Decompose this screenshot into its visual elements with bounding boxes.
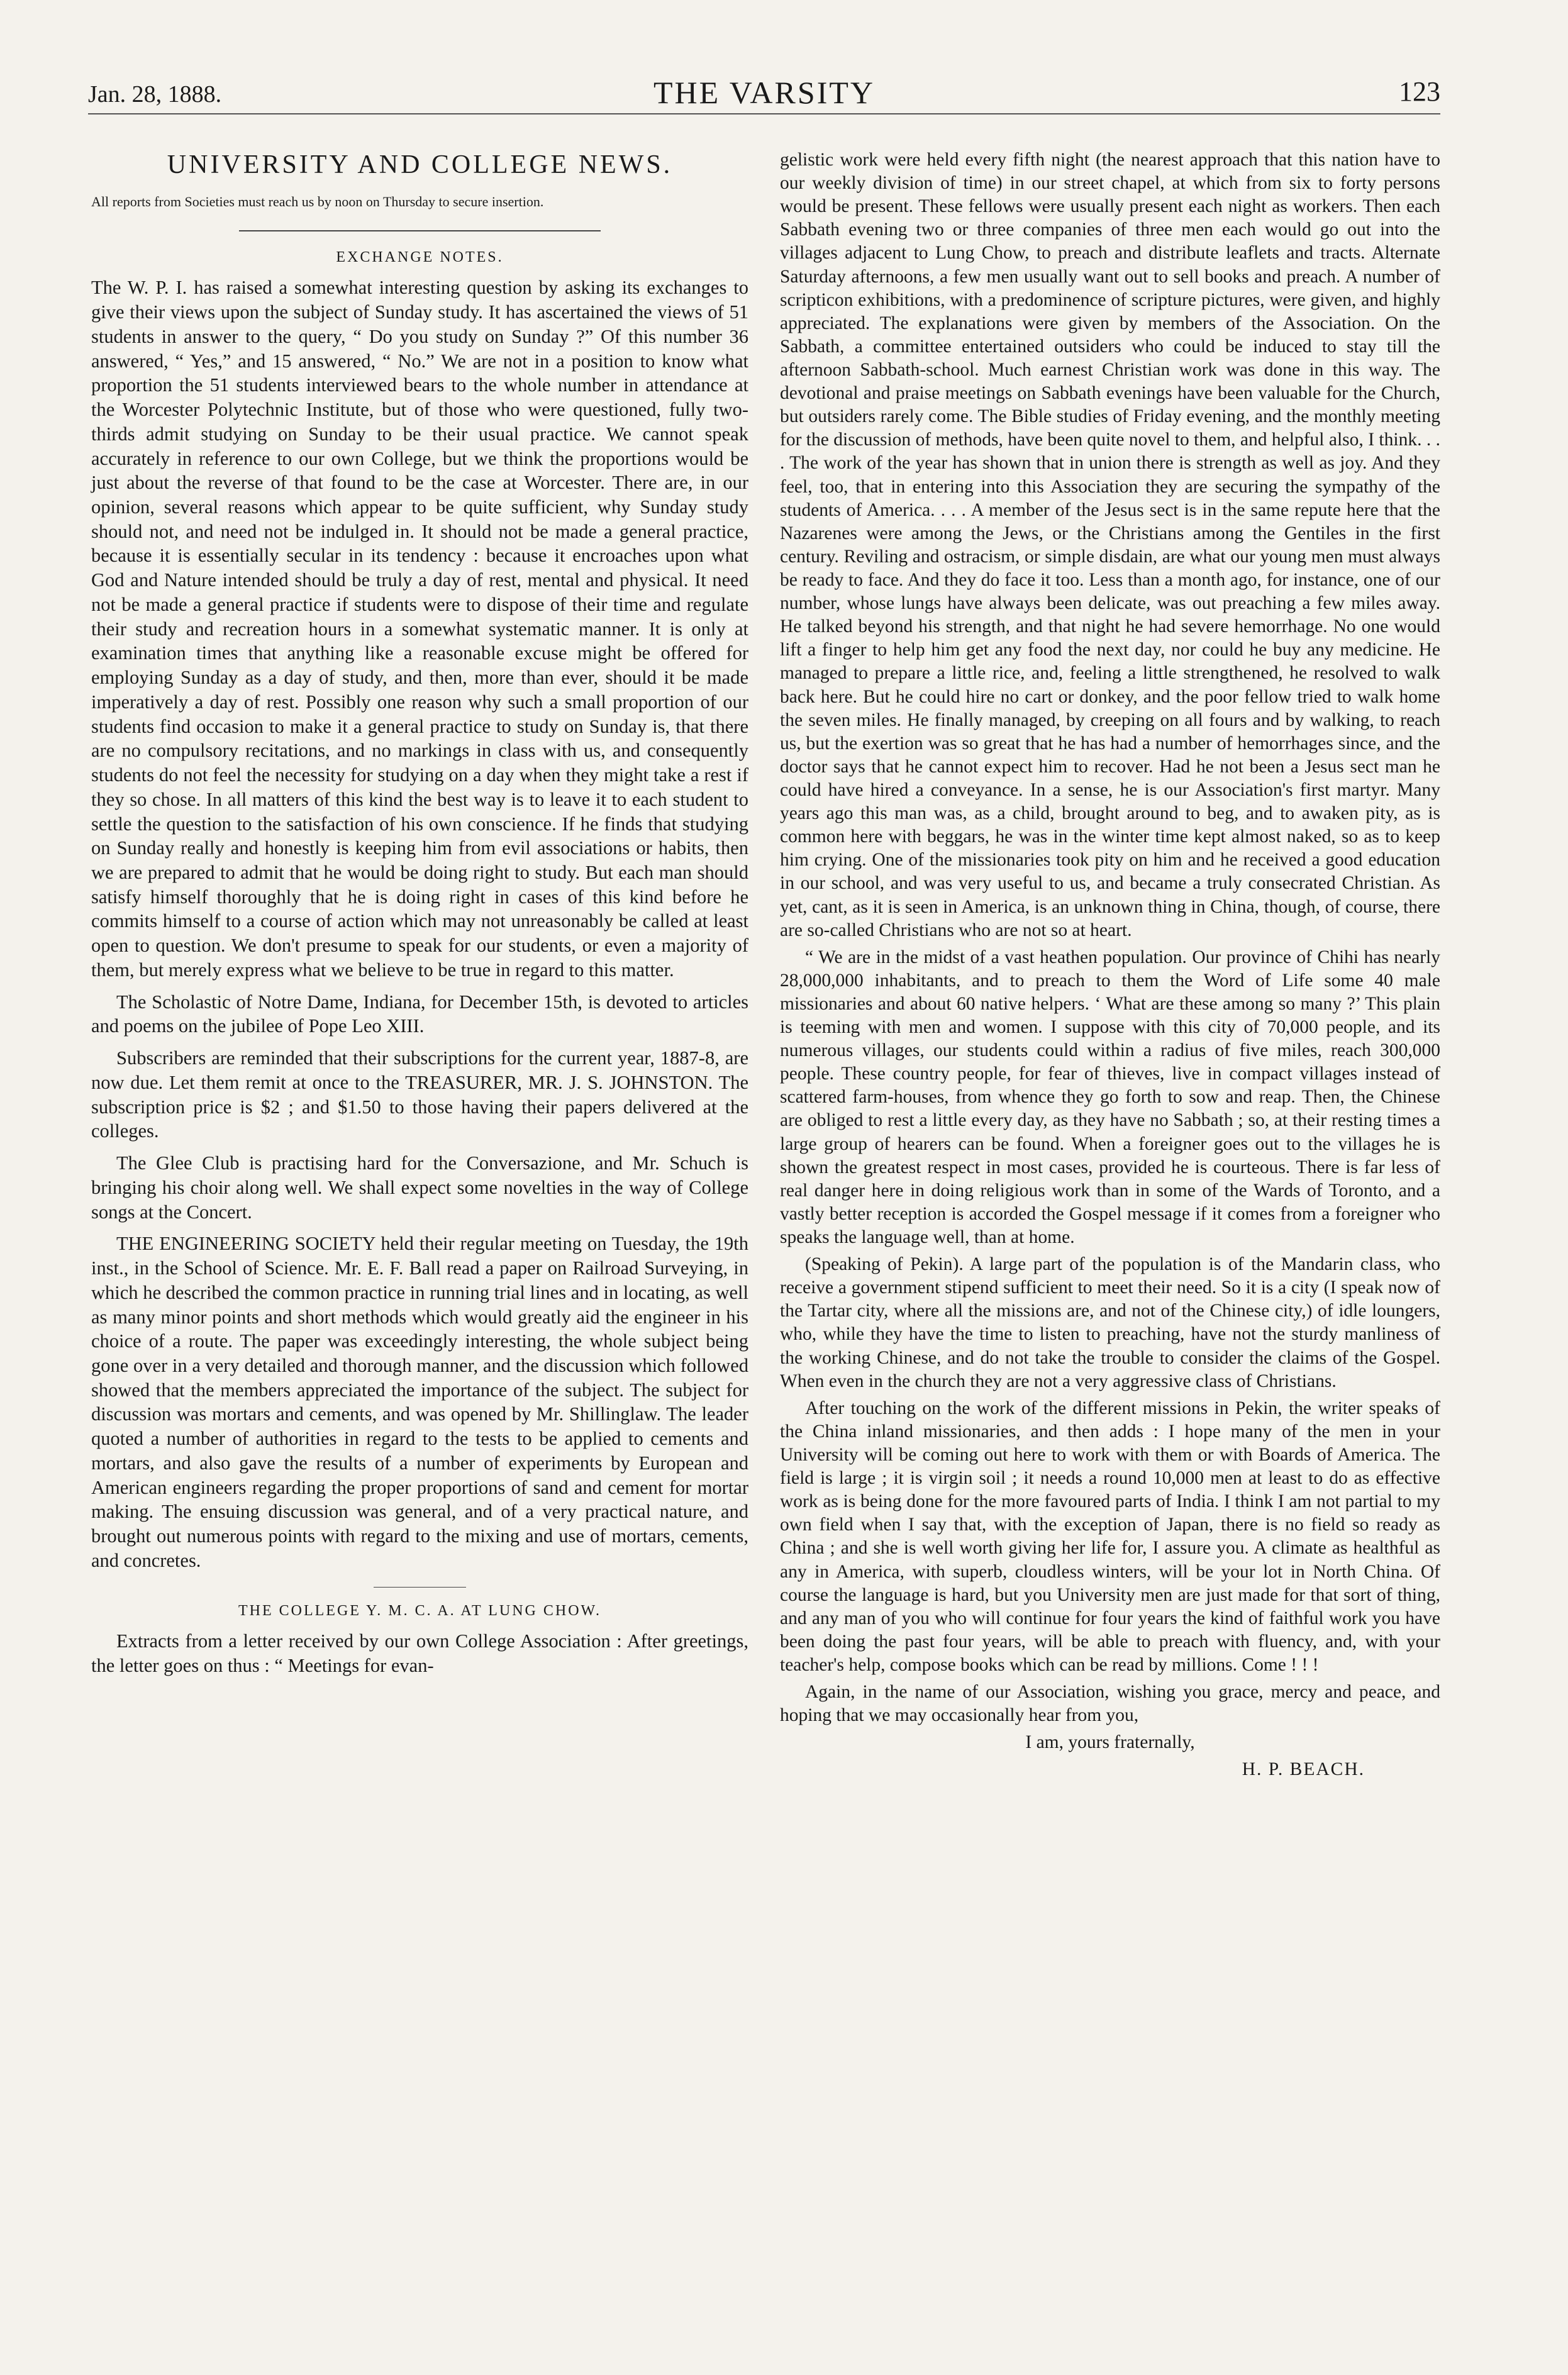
ymca-intro: Extracts from a letter received by our own College Association : After greetings, the letter goes on thus : “ Meetings for evan- [91, 1630, 748, 1676]
letter-paragraph: “ We are in the midst of a vast heathen population. Our province of Chihi has nearly 28,000,000 inhabitants, and to preach to them the Word of Life some 40 male missionaries and about 60 native helpers. ‘ What are these among so many ?’ This plain is teeming with men and women. I suppose with this city of 70,000 people, and its numerous villages, our students could within a radius of five miles, reach 300,000 people. These country people, for fear of thieves, live in compact villages instead of scattered farm-houses, from whence they go forth to sow and reap. Then, the Chinese are obliged to rest a little every day, as they have no Sabbath ; so, at their resting times a large group of hearers can be found. When a foreigner goes out to the villages he is shown the greatest respect in most cases, provided he is courteous. There is far less of real danger here in doing religious work than in some of the Wards of Toronto, and a vastly better reception is accorded the Gospel message if it comes from a foreigner who speaks the language well, than at home. [780, 947, 1440, 1248]
submission-notice: All reports from Societies must reach us by noon on Thursday to secure insertion. [91, 194, 544, 210]
letter-paragraph: gelistic work were held every fifth night (the nearest approach that this nation have to our weekly division of time) in our street chapel, at which from six to forty persons would be present. These fellows were usually present each night as workers. Then each Sabbath evening two or three companies of three men each would go out into the villages adjacent to Lung Chow, to preach and distribute leaflets and tracts. Alternate Saturday afternoons, a few men usually want out to sell books and preach. A number of scripticon exhibitions, with a predominence of scripture pictures, were given, and highly appreciated. The explanations were given by members of the Association. On the Sabbath, a committee entertained outsiders who could be induced to stay till the afternoon Sabbath-school. Much earnest Christian work was done in this way. The devotional and praise meetings on Sabbath evenings have been valuable for the Church, but outsiders rarely come. The Bible studies of Friday evening, and the monthly meeting for the discussion of methods, have been quite novel to them, and helpful also, I think. . . . The work of the year has shown that in union there is strength as well as joy. And they feel, too, that in entering into this Association they are securing the sympathy of the students of America. . . . A member of the Jesus sect is in the same repute here that the Nazarenes were among the Jews, or the Christians among the Gentiles in the first century. Reviling and ostracism, or simple disdain, are what our young men must always be ready to face. And they do face it too. Less than a month ago, for instance, one of our number, whose lungs have always been delicate, was out preaching a few miles away. He talked beyond his strength, and that night he had severe hemorrhage. No one would lift a finger to help him get any food the next day, nor could he buy any medicine. He managed to prepare a little rice, and, feeling a little strengthened, he resolved to walk back here. But he could hire no cart or donkey, and the poor fellow tried to walk home the seven miles. He finally managed, by creeping on all fours and by walking, to reach us, but the exertion was so great that he has had a number of hemorrhages since, and the doctor says that he cannot expect him to recover. Had he not been a Jesus sect man he could have hired a conveyance. In a sense, he is our Association's first martyr. Many years ago this man was, as a child, brought around to beg, and to awaken pity, as is common here with beggars, he was in the winter time kept almost naked, so as to keep him crying. One of the missionaries took pity on him and he received a good education in our school, and was very useful to us, and became a truly consecrated Christian. As yet, cant, as it is seen in America, is an unknown thing in China, though, of course, there are so-called Christians who are not so at heart. [780, 150, 1440, 940]
right-column [780, 148, 1440, 1786]
exchange-paragraph: The W. P. I. has raised a somewhat interesting question by asking its exchanges to give their views upon the subject of Sunday study. It has ascertained the views of 51 students in answer to the query, “ Do you study on Sunday ?” Of this number 36 answered, “ Yes,” and 15 answered, “ No.” We are not in a position to know what proportion the 51 students interviewed bears to the whole number in attendance at the Worcester Polytechnic Institute, but of those who were questioned, fully two-thirds admit studying on Sunday to be their usual practice. We cannot speak accurately in reference to our own College, but we think the proportions would be just about the reverse of that found to be the case at Worcester. There are, in our opinion, several reasons which appear to be quite sufficient, why Sunday study should not, and need not be indulged in. It should not be made a general practice, because it is essentially secular in its tendency : because it encroaches upon what God and Nature intended should be truly a day of rest, mental and physical. It need not be made a general practice if students were to dispose of their time and regulate their study and recreation hours in a somewhat systematic manner. It is only at examination times that anything like a reasonable excuse might be offered for employing Sunday as a day of study, and then, more than ever, should it be made imperatively a day of rest. Possibly one reason why such a small proportion of our students find occasion to make it a general practice to study on Sunday is, that there are no compulsory recitations, and no markings in class with us, and consequently students do not feel the necessity for studying on a day when they might take a rest if they so chose. In all matters of this kind the best way is to leave it to each student to settle the question to the satisfaction of his own conscience. If he finds that studying on Sunday really and honestly is keeping him from evil associations or habits, then we are prepared to admit that he would be doing right to study. But each man should satisfy himself thoroughly that he is doing right in cases of this kind before he commits himself to a course of action which may not unreasonably be called at least open to question. We don't presume to speak for our students, or even a majority of them, but merely express what we believe to be true in regard to this matter. [91, 277, 748, 981]
header-rule [88, 113, 1440, 114]
subscribers-notice: Subscribers are reminded that their subscriptions for the current year, 1887-8, are now due. Let them remit at once to the TREASURER, MR. J. S. JOHNSTON. The subscription price is $2 ; and $1.50 to those having their papers delivered at the colleges. [91, 1047, 748, 1142]
engineering-society-paragraph: THE ENGINEERING SOCIETY held their regular meeting on Tuesday, the 19th inst., in the School of Science. Mr. E. F. Ball read a paper on Railroad Surveying, in which he described the common practice in running trial lines and in locating, as well as many minor points and short methods which would greatly aid the engineer in his choice of a route. The paper was exceedingly interesting, the whole subject being gone over in a very detailed and thorough manner, and the discussion which followed showed that the members appreciated the importance of the subject. The subject for discussion was mortars and cements, and was opened by Mr. Shillinglaw. The leader quoted a number of authorities in regard to the tests to be applied to cements and mortars, and also gave the results of a number of experiments by European and American engineers regarding the proper proportions of sand and cement for mortar making. The ensuing discussion was general, and of a very practical nature, and brought out numerous points with regard to the mixing and use of mortars, cements, and concretes. [91, 1233, 748, 1571]
scholastic-paragraph: The Scholastic of Notre Dame, Indiana, for December 15th, is devoted to articles and poems on the jubilee of Pope Leo XIII. [91, 991, 748, 1037]
page-number: 123 [1399, 76, 1440, 107]
letter-paragraph: (Speaking of Pekin). A large part of the population is of the Mandarin class, who receive a government stipend sufficient to meet their need. So it is a city (I speak now of the Tartar city, where all the missions are, and not of the Chinese city,) of idle loungers, who, while they have the time to listen to preaching, have not the sturdy manliness of the working Chinese, and do not take the trouble to consider the claims of the Gospel. When even in the church they are not a very aggressive class of Christians. [780, 1254, 1440, 1391]
left-column [91, 132, 748, 1686]
glee-club-paragraph: The Glee Club is practising hard for the Conversazione, and Mr. Schuch is bringing his choir along well. We shall expect some novelties in the way of College songs at the Concert. [91, 1152, 748, 1223]
letter-paragraph: Again, in the name of our Association, wishing you grace, mercy and peace, and hoping that we may occasionally hear from you, [780, 1682, 1440, 1726]
letter-paragraph: After touching on the work of the different missions in Pekin, the writer speaks of the China inland missionaries, and then adds : I hope many of the men in your University will be coming out here to work with them or with Boards of America. The field is large ; it is virgin soil ; it needs a round 10,000 men at least to do as effective work as is being done for the more favoured parts of India. I think I am not partial to my own field when I say that, with the exception of Japan, there is no field so ready as China ; and she is well worth giving her life for, I assure you. A climate as healthful as any in America, with superb, cloudless winters, will be your lot in North China. Of course the language is hard, but you University men are just made for that sort of thing, and any man of you who will continue for four years the kind of faithful work you have been doing the past four years, will be able to preach with fluency, and, with your teacher's help, compose books which can be read by millions. Come ! ! ! [780, 1398, 1440, 1675]
section-title: UNIVERSITY AND COLLEGE NEWS. [167, 150, 673, 179]
section-divider [239, 230, 601, 231]
issue-date: Jan. 28, 1888. [88, 81, 222, 108]
running-head [88, 68, 1440, 110]
letter-closing: I am, yours fraternally, [1025, 1732, 1195, 1753]
article-divider [374, 1587, 465, 1588]
letter-signature: H. P. BEACH. [1242, 1759, 1365, 1780]
masthead-title: THE VARSITY [653, 75, 876, 110]
ymca-heading: THE COLLEGE Y. M. C. A. AT LUNG CHOW. [238, 1602, 602, 1619]
exchange-notes-heading: EXCHANGE NOTES. [336, 248, 504, 265]
